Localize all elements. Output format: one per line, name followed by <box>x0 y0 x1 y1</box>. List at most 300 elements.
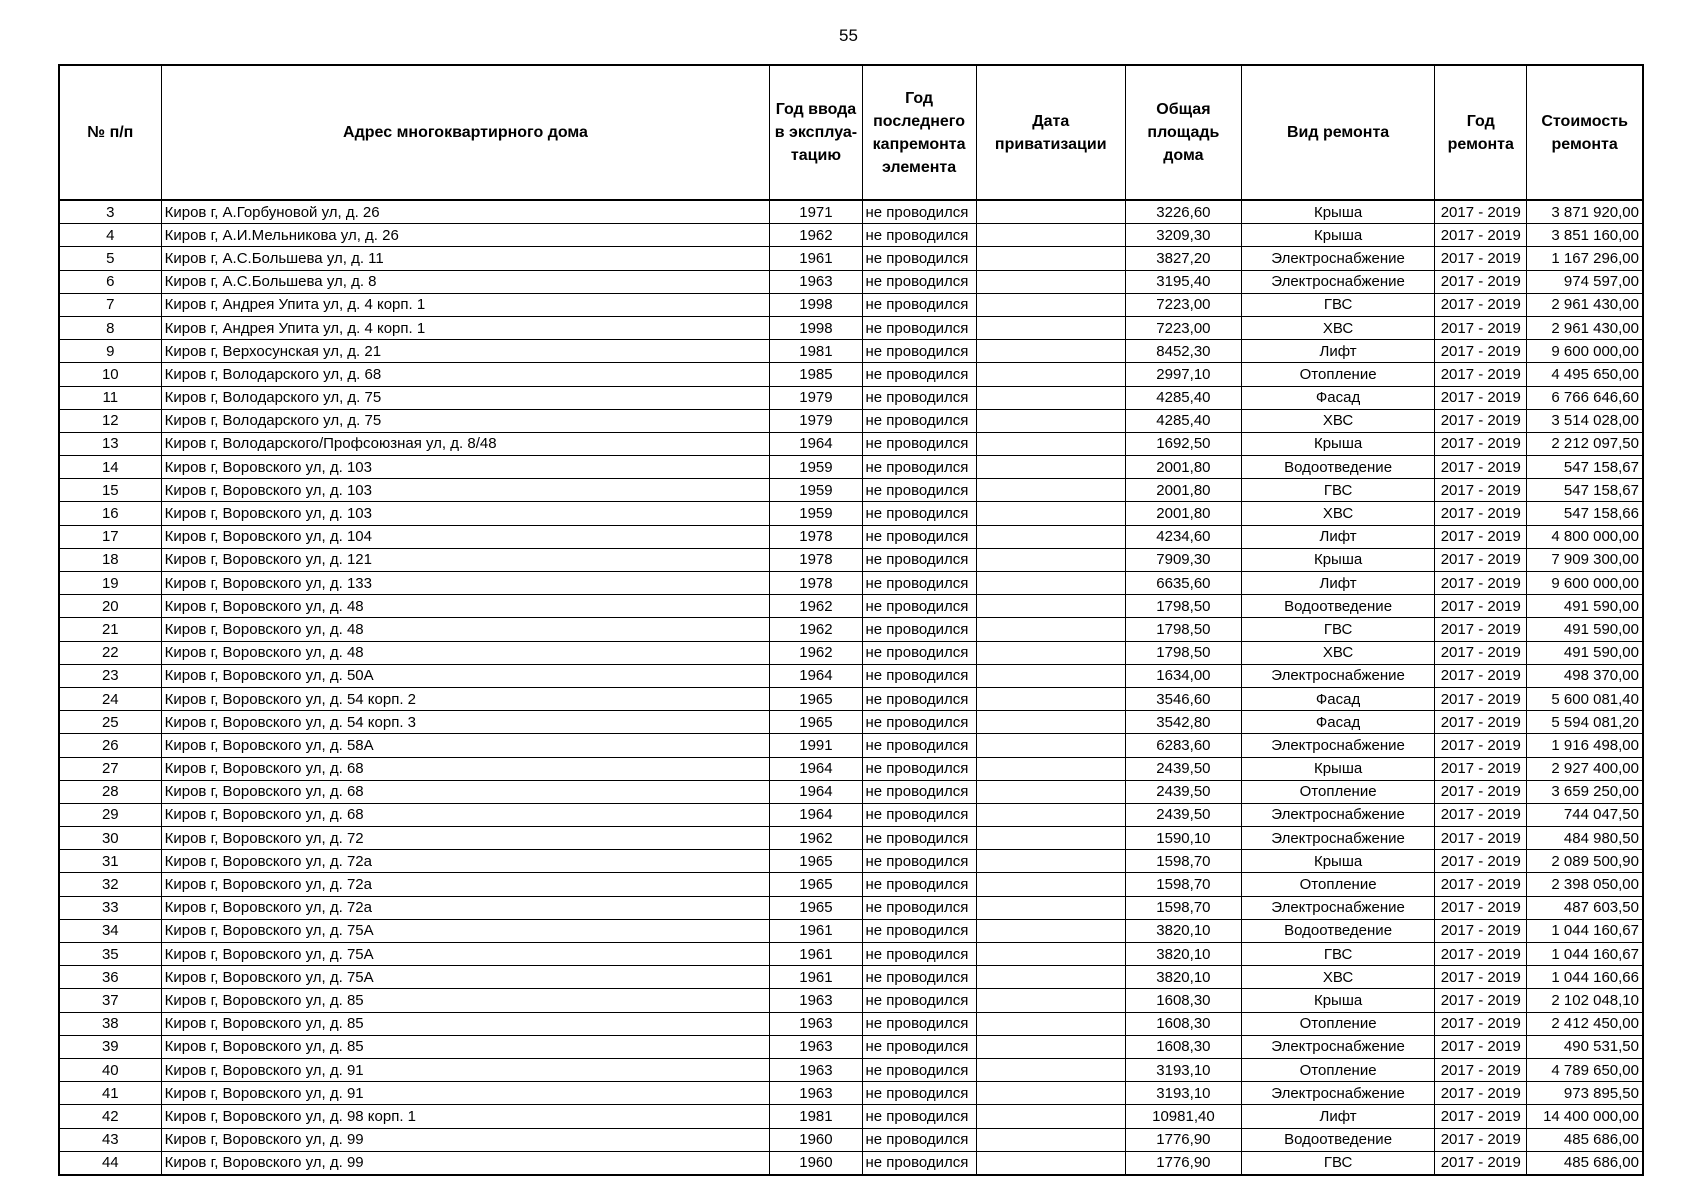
table-row <box>59 850 1643 873</box>
cell-last-repair: не проводился <box>862 479 976 502</box>
cell-privatization <box>976 224 1125 247</box>
cell-address: Киров г, Воровского ул, д. 68 <box>161 780 770 803</box>
table-row <box>59 896 1643 919</box>
cell-repair-type: Водоотведение <box>1241 919 1434 942</box>
cell-last-repair: не проводился <box>862 966 976 989</box>
cell-repair-type: Лифт <box>1241 525 1434 548</box>
cell-num: 4 <box>59 224 161 247</box>
cell-address: Киров г, Воровского ул, д. 54 корп. 2 <box>161 687 770 710</box>
table-row <box>59 224 1643 247</box>
cell-last-repair: не проводился <box>862 827 976 850</box>
cell-privatization <box>976 525 1125 548</box>
cell-cost: 5 594 081,20 <box>1527 711 1643 734</box>
cell-cost: 2 102 048,10 <box>1527 989 1643 1012</box>
cell-privatization <box>976 316 1125 339</box>
header-num: № п/п <box>59 65 161 200</box>
cell-address: Киров г, Воровского ул, д. 68 <box>161 803 770 826</box>
cell-last-repair: не проводился <box>862 363 976 386</box>
cell-year-built: 1960 <box>770 1128 862 1151</box>
cell-area: 3195,40 <box>1125 270 1241 293</box>
cell-privatization <box>976 780 1125 803</box>
cell-privatization <box>976 757 1125 780</box>
cell-cost: 2 927 400,00 <box>1527 757 1643 780</box>
cell-repair-type: Отопление <box>1241 780 1434 803</box>
table-row <box>59 340 1643 363</box>
cell-address: Киров г, Воровского ул, д. 121 <box>161 548 770 571</box>
table-row <box>59 409 1643 432</box>
cell-privatization <box>976 873 1125 896</box>
cell-year-built: 1959 <box>770 479 862 502</box>
cell-area: 2439,50 <box>1125 757 1241 780</box>
cell-num: 42 <box>59 1105 161 1128</box>
cell-cost: 2 412 450,00 <box>1527 1012 1643 1035</box>
cell-repair-type: Водоотведение <box>1241 1128 1434 1151</box>
cell-cost: 2 961 430,00 <box>1527 316 1643 339</box>
cell-area: 6283,60 <box>1125 734 1241 757</box>
cell-repair-year: 2017 - 2019 <box>1435 409 1527 432</box>
cell-area: 2001,80 <box>1125 502 1241 525</box>
cell-area: 1590,10 <box>1125 827 1241 850</box>
cell-repair-type: Электроснабжение <box>1241 1082 1434 1105</box>
cell-privatization <box>976 850 1125 873</box>
cell-privatization <box>976 1151 1125 1175</box>
cell-repair-year: 2017 - 2019 <box>1435 896 1527 919</box>
cell-cost: 547 158,66 <box>1527 502 1643 525</box>
table-row <box>59 989 1643 1012</box>
cell-cost: 3 871 920,00 <box>1527 200 1643 224</box>
cell-address: Киров г, Володарского ул, д. 75 <box>161 386 770 409</box>
table-row <box>59 966 1643 989</box>
cell-num: 5 <box>59 247 161 270</box>
cell-area: 1776,90 <box>1125 1128 1241 1151</box>
cell-cost: 2 961 430,00 <box>1527 293 1643 316</box>
cell-cost: 498 370,00 <box>1527 664 1643 687</box>
cell-address: Киров г, А.С.Большева ул, д. 8 <box>161 270 770 293</box>
cell-num: 8 <box>59 316 161 339</box>
repair-table <box>58 64 1644 1176</box>
cell-privatization <box>976 432 1125 455</box>
cell-repair-year: 2017 - 2019 <box>1435 1105 1527 1128</box>
cell-address: Киров г, Верхосунская ул, д. 21 <box>161 340 770 363</box>
cell-address: Киров г, Воровского ул, д. 72а <box>161 873 770 896</box>
cell-address: Киров г, Воровского ул, д. 103 <box>161 502 770 525</box>
header-repair-year: Год ремонта <box>1435 65 1527 200</box>
cell-cost: 3 514 028,00 <box>1527 409 1643 432</box>
cell-repair-type: ГВС <box>1241 618 1434 641</box>
cell-repair-type: Крыша <box>1241 548 1434 571</box>
cell-area: 2001,80 <box>1125 479 1241 502</box>
cell-cost: 4 495 650,00 <box>1527 363 1643 386</box>
cell-cost: 7 909 300,00 <box>1527 548 1643 571</box>
cell-year-built: 1965 <box>770 687 862 710</box>
table-row <box>59 1058 1643 1081</box>
table-row <box>59 363 1643 386</box>
cell-area: 3827,20 <box>1125 247 1241 270</box>
cell-num: 30 <box>59 827 161 850</box>
cell-num: 33 <box>59 896 161 919</box>
cell-year-built: 1965 <box>770 711 862 734</box>
table-row <box>59 1128 1643 1151</box>
cell-year-built: 1964 <box>770 780 862 803</box>
cell-privatization <box>976 664 1125 687</box>
cell-address: Киров г, Воровского ул, д. 58А <box>161 734 770 757</box>
cell-address: Киров г, Андрея Упита ул, д. 4 корп. 1 <box>161 316 770 339</box>
cell-repair-year: 2017 - 2019 <box>1435 293 1527 316</box>
cell-cost: 3 659 250,00 <box>1527 780 1643 803</box>
cell-year-built: 1963 <box>770 989 862 1012</box>
table-row <box>59 1151 1643 1175</box>
cell-repair-type: Фасад <box>1241 711 1434 734</box>
cell-repair-year: 2017 - 2019 <box>1435 456 1527 479</box>
cell-area: 2439,50 <box>1125 803 1241 826</box>
cell-repair-year: 2017 - 2019 <box>1435 525 1527 548</box>
table-row <box>59 618 1643 641</box>
table-body <box>59 200 1643 1175</box>
cell-address: Киров г, Воровского ул, д. 98 корп. 1 <box>161 1105 770 1128</box>
cell-num: 10 <box>59 363 161 386</box>
cell-address: Киров г, Воровского ул, д. 85 <box>161 1012 770 1035</box>
cell-repair-year: 2017 - 2019 <box>1435 200 1527 224</box>
cell-repair-year: 2017 - 2019 <box>1435 1082 1527 1105</box>
cell-address: Киров г, Воровского ул, д. 72 <box>161 827 770 850</box>
cell-cost: 1 044 160,67 <box>1527 919 1643 942</box>
cell-repair-type: Фасад <box>1241 386 1434 409</box>
cell-year-built: 1964 <box>770 757 862 780</box>
cell-area: 3542,80 <box>1125 711 1241 734</box>
cell-cost: 1 916 498,00 <box>1527 734 1643 757</box>
cell-last-repair: не проводился <box>862 456 976 479</box>
cell-repair-year: 2017 - 2019 <box>1435 1058 1527 1081</box>
cell-last-repair: не проводился <box>862 757 976 780</box>
cell-year-built: 1978 <box>770 548 862 571</box>
cell-year-built: 1961 <box>770 966 862 989</box>
cell-repair-type: Крыша <box>1241 757 1434 780</box>
cell-repair-year: 2017 - 2019 <box>1435 386 1527 409</box>
table-row <box>59 873 1643 896</box>
cell-privatization <box>976 502 1125 525</box>
cell-num: 11 <box>59 386 161 409</box>
cell-repair-type: Крыша <box>1241 200 1434 224</box>
cell-num: 41 <box>59 1082 161 1105</box>
cell-address: Киров г, Воровского ул, д. 85 <box>161 989 770 1012</box>
cell-cost: 491 590,00 <box>1527 641 1643 664</box>
cell-cost: 2 398 050,00 <box>1527 873 1643 896</box>
cell-area: 10981,40 <box>1125 1105 1241 1128</box>
cell-last-repair: не проводился <box>862 1128 976 1151</box>
cell-year-built: 1963 <box>770 1012 862 1035</box>
cell-last-repair: не проводился <box>862 1035 976 1058</box>
cell-cost: 744 047,50 <box>1527 803 1643 826</box>
cell-repair-year: 2017 - 2019 <box>1435 757 1527 780</box>
cell-cost: 547 158,67 <box>1527 479 1643 502</box>
cell-area: 3820,10 <box>1125 919 1241 942</box>
cell-repair-year: 2017 - 2019 <box>1435 873 1527 896</box>
cell-privatization <box>976 456 1125 479</box>
cell-year-built: 1964 <box>770 803 862 826</box>
table-row <box>59 525 1643 548</box>
cell-repair-year: 2017 - 2019 <box>1435 734 1527 757</box>
table-row <box>59 293 1643 316</box>
table-row <box>59 943 1643 966</box>
cell-year-built: 1962 <box>770 641 862 664</box>
cell-last-repair: не проводился <box>862 247 976 270</box>
cell-area: 3546,60 <box>1125 687 1241 710</box>
cell-repair-year: 2017 - 2019 <box>1435 572 1527 595</box>
cell-repair-year: 2017 - 2019 <box>1435 1128 1527 1151</box>
cell-num: 18 <box>59 548 161 571</box>
cell-year-built: 1962 <box>770 827 862 850</box>
table-row <box>59 664 1643 687</box>
cell-year-built: 1964 <box>770 432 862 455</box>
cell-cost: 4 789 650,00 <box>1527 1058 1643 1081</box>
cell-cost: 491 590,00 <box>1527 595 1643 618</box>
cell-cost: 1 167 296,00 <box>1527 247 1643 270</box>
cell-address: Киров г, Володарского/Профсоюзная ул, д. 8/48 <box>161 432 770 455</box>
cell-num: 35 <box>59 943 161 966</box>
cell-privatization <box>976 1082 1125 1105</box>
table-row <box>59 595 1643 618</box>
cell-address: Киров г, Воровского ул, д. 75А <box>161 966 770 989</box>
cell-cost: 9 600 000,00 <box>1527 572 1643 595</box>
cell-area: 4234,60 <box>1125 525 1241 548</box>
cell-repair-year: 2017 - 2019 <box>1435 966 1527 989</box>
table-row <box>59 641 1643 664</box>
cell-year-built: 1961 <box>770 247 862 270</box>
cell-repair-year: 2017 - 2019 <box>1435 618 1527 641</box>
cell-num: 9 <box>59 340 161 363</box>
cell-address: Киров г, Воровского ул, д. 133 <box>161 572 770 595</box>
cell-last-repair: не проводился <box>862 989 976 1012</box>
page-number: 55 <box>839 26 858 45</box>
cell-privatization <box>976 1012 1125 1035</box>
cell-num: 20 <box>59 595 161 618</box>
header-last-repair: Год последнего капремонта элемента <box>862 65 976 200</box>
cell-last-repair: не проводился <box>862 386 976 409</box>
cell-last-repair: не проводился <box>862 1058 976 1081</box>
cell-year-built: 1963 <box>770 1035 862 1058</box>
cell-area: 1598,70 <box>1125 896 1241 919</box>
cell-repair-year: 2017 - 2019 <box>1435 780 1527 803</box>
cell-privatization <box>976 641 1125 664</box>
cell-area: 7223,00 <box>1125 316 1241 339</box>
cell-repair-year: 2017 - 2019 <box>1435 1035 1527 1058</box>
cell-repair-year: 2017 - 2019 <box>1435 479 1527 502</box>
cell-num: 27 <box>59 757 161 780</box>
cell-year-built: 1962 <box>770 595 862 618</box>
cell-year-built: 1981 <box>770 1105 862 1128</box>
table-header-row <box>59 65 1643 200</box>
cell-area: 3820,10 <box>1125 943 1241 966</box>
cell-year-built: 1963 <box>770 1058 862 1081</box>
cell-repair-year: 2017 - 2019 <box>1435 548 1527 571</box>
cell-num: 15 <box>59 479 161 502</box>
cell-last-repair: не проводился <box>862 687 976 710</box>
cell-num: 23 <box>59 664 161 687</box>
cell-area: 1634,00 <box>1125 664 1241 687</box>
cell-year-built: 1964 <box>770 664 862 687</box>
cell-privatization <box>976 827 1125 850</box>
table-row <box>59 1035 1643 1058</box>
cell-area: 1798,50 <box>1125 595 1241 618</box>
cell-repair-type: Крыша <box>1241 850 1434 873</box>
cell-address: Киров г, А.И.Мельникова ул, д. 26 <box>161 224 770 247</box>
cell-privatization <box>976 363 1125 386</box>
cell-address: Киров г, Воровского ул, д. 99 <box>161 1128 770 1151</box>
cell-num: 16 <box>59 502 161 525</box>
cell-last-repair: не проводился <box>862 803 976 826</box>
cell-repair-type: Электроснабжение <box>1241 270 1434 293</box>
cell-repair-year: 2017 - 2019 <box>1435 850 1527 873</box>
cell-last-repair: не проводился <box>862 780 976 803</box>
cell-num: 13 <box>59 432 161 455</box>
cell-num: 44 <box>59 1151 161 1175</box>
cell-last-repair: не проводился <box>862 1012 976 1035</box>
cell-last-repair: не проводился <box>862 1151 976 1175</box>
cell-privatization <box>976 803 1125 826</box>
cell-address: Киров г, Воровского ул, д. 104 <box>161 525 770 548</box>
cell-last-repair: не проводился <box>862 548 976 571</box>
cell-repair-year: 2017 - 2019 <box>1435 340 1527 363</box>
table-row <box>59 734 1643 757</box>
cell-cost: 485 686,00 <box>1527 1128 1643 1151</box>
cell-privatization <box>976 247 1125 270</box>
table-row <box>59 432 1643 455</box>
cell-area: 7223,00 <box>1125 293 1241 316</box>
cell-num: 17 <box>59 525 161 548</box>
cell-cost: 5 600 081,40 <box>1527 687 1643 710</box>
cell-repair-type: Отопление <box>1241 1058 1434 1081</box>
cell-last-repair: не проводился <box>862 734 976 757</box>
cell-repair-type: Лифт <box>1241 1105 1434 1128</box>
cell-area: 1798,50 <box>1125 641 1241 664</box>
cell-privatization <box>976 340 1125 363</box>
cell-repair-type: Электроснабжение <box>1241 896 1434 919</box>
cell-repair-year: 2017 - 2019 <box>1435 1012 1527 1035</box>
cell-privatization <box>976 966 1125 989</box>
cell-repair-year: 2017 - 2019 <box>1435 270 1527 293</box>
cell-year-built: 1961 <box>770 943 862 966</box>
cell-cost: 2 212 097,50 <box>1527 432 1643 455</box>
cell-year-built: 1979 <box>770 409 862 432</box>
cell-repair-type: ХВС <box>1241 316 1434 339</box>
cell-year-built: 1963 <box>770 270 862 293</box>
cell-cost: 3 851 160,00 <box>1527 224 1643 247</box>
cell-area: 7909,30 <box>1125 548 1241 571</box>
cell-year-built: 1962 <box>770 224 862 247</box>
cell-repair-type: Крыша <box>1241 432 1434 455</box>
cell-area: 1608,30 <box>1125 1035 1241 1058</box>
cell-repair-year: 2017 - 2019 <box>1435 502 1527 525</box>
cell-year-built: 1962 <box>770 618 862 641</box>
cell-last-repair: не проводился <box>862 572 976 595</box>
cell-last-repair: не проводился <box>862 502 976 525</box>
cell-area: 2997,10 <box>1125 363 1241 386</box>
cell-last-repair: не проводился <box>862 200 976 224</box>
header-cost: Стоимость ремонта <box>1527 65 1643 200</box>
cell-address: Киров г, Володарского ул, д. 68 <box>161 363 770 386</box>
cell-cost: 6 766 646,60 <box>1527 386 1643 409</box>
cell-year-built: 1971 <box>770 200 862 224</box>
cell-privatization <box>976 572 1125 595</box>
cell-year-built: 1979 <box>770 386 862 409</box>
cell-repair-year: 2017 - 2019 <box>1435 687 1527 710</box>
cell-privatization <box>976 734 1125 757</box>
table-row <box>59 687 1643 710</box>
cell-last-repair: не проводился <box>862 409 976 432</box>
cell-area: 6635,60 <box>1125 572 1241 595</box>
header-repair-type: Вид ремонта <box>1241 65 1434 200</box>
cell-privatization <box>976 989 1125 1012</box>
cell-repair-type: Электроснабжение <box>1241 803 1434 826</box>
cell-repair-type: ХВС <box>1241 966 1434 989</box>
cell-num: 26 <box>59 734 161 757</box>
cell-repair-type: ГВС <box>1241 1151 1434 1175</box>
cell-last-repair: не проводился <box>862 641 976 664</box>
cell-year-built: 1965 <box>770 873 862 896</box>
cell-privatization <box>976 711 1125 734</box>
header-privatization: Дата приватизации <box>976 65 1125 200</box>
cell-area: 2001,80 <box>1125 456 1241 479</box>
cell-address: Киров г, Воровского ул, д. 75А <box>161 943 770 966</box>
table-row <box>59 757 1643 780</box>
cell-num: 25 <box>59 711 161 734</box>
cell-cost: 14 400 000,00 <box>1527 1105 1643 1128</box>
cell-repair-type: ГВС <box>1241 293 1434 316</box>
cell-repair-year: 2017 - 2019 <box>1435 432 1527 455</box>
cell-last-repair: не проводился <box>862 873 976 896</box>
cell-address: Киров г, Воровского ул, д. 103 <box>161 479 770 502</box>
cell-last-repair: не проводился <box>862 919 976 942</box>
cell-address: Киров г, Воровского ул, д. 91 <box>161 1082 770 1105</box>
cell-privatization <box>976 548 1125 571</box>
cell-num: 6 <box>59 270 161 293</box>
cell-last-repair: не проводился <box>862 618 976 641</box>
cell-address: Киров г, Володарского ул, д. 75 <box>161 409 770 432</box>
cell-repair-type: Отопление <box>1241 363 1434 386</box>
cell-privatization <box>976 270 1125 293</box>
cell-address: Киров г, Воровского ул, д. 68 <box>161 757 770 780</box>
cell-address: Киров г, Воровского ул, д. 48 <box>161 641 770 664</box>
cell-year-built: 1959 <box>770 502 862 525</box>
cell-area: 1598,70 <box>1125 873 1241 896</box>
cell-cost: 487 603,50 <box>1527 896 1643 919</box>
cell-privatization <box>976 1128 1125 1151</box>
cell-year-built: 1960 <box>770 1151 862 1175</box>
cell-last-repair: не проводился <box>862 293 976 316</box>
cell-year-built: 1978 <box>770 525 862 548</box>
cell-address: Киров г, Воровского ул, д. 50А <box>161 664 770 687</box>
cell-privatization <box>976 1035 1125 1058</box>
header-year-built: Год ввода в эксплуа-тацию <box>770 65 862 200</box>
cell-year-built: 1981 <box>770 340 862 363</box>
cell-address: Киров г, Воровского ул, д. 54 корп. 3 <box>161 711 770 734</box>
cell-num: 19 <box>59 572 161 595</box>
cell-repair-type: Фасад <box>1241 687 1434 710</box>
cell-repair-type: Электроснабжение <box>1241 664 1434 687</box>
cell-area: 1598,70 <box>1125 850 1241 873</box>
cell-num: 22 <box>59 641 161 664</box>
cell-address: Киров г, А.С.Большева ул, д. 11 <box>161 247 770 270</box>
cell-repair-type: Электроснабжение <box>1241 1035 1434 1058</box>
cell-year-built: 1961 <box>770 919 862 942</box>
cell-cost: 484 980,50 <box>1527 827 1643 850</box>
cell-address: Киров г, Воровского ул, д. 72а <box>161 896 770 919</box>
cell-address: Киров г, Андрея Упита ул, д. 4 корп. 1 <box>161 293 770 316</box>
cell-address: Киров г, А.Горбуновой ул, д. 26 <box>161 200 770 224</box>
cell-last-repair: не проводился <box>862 711 976 734</box>
cell-num: 37 <box>59 989 161 1012</box>
table-row <box>59 827 1643 850</box>
